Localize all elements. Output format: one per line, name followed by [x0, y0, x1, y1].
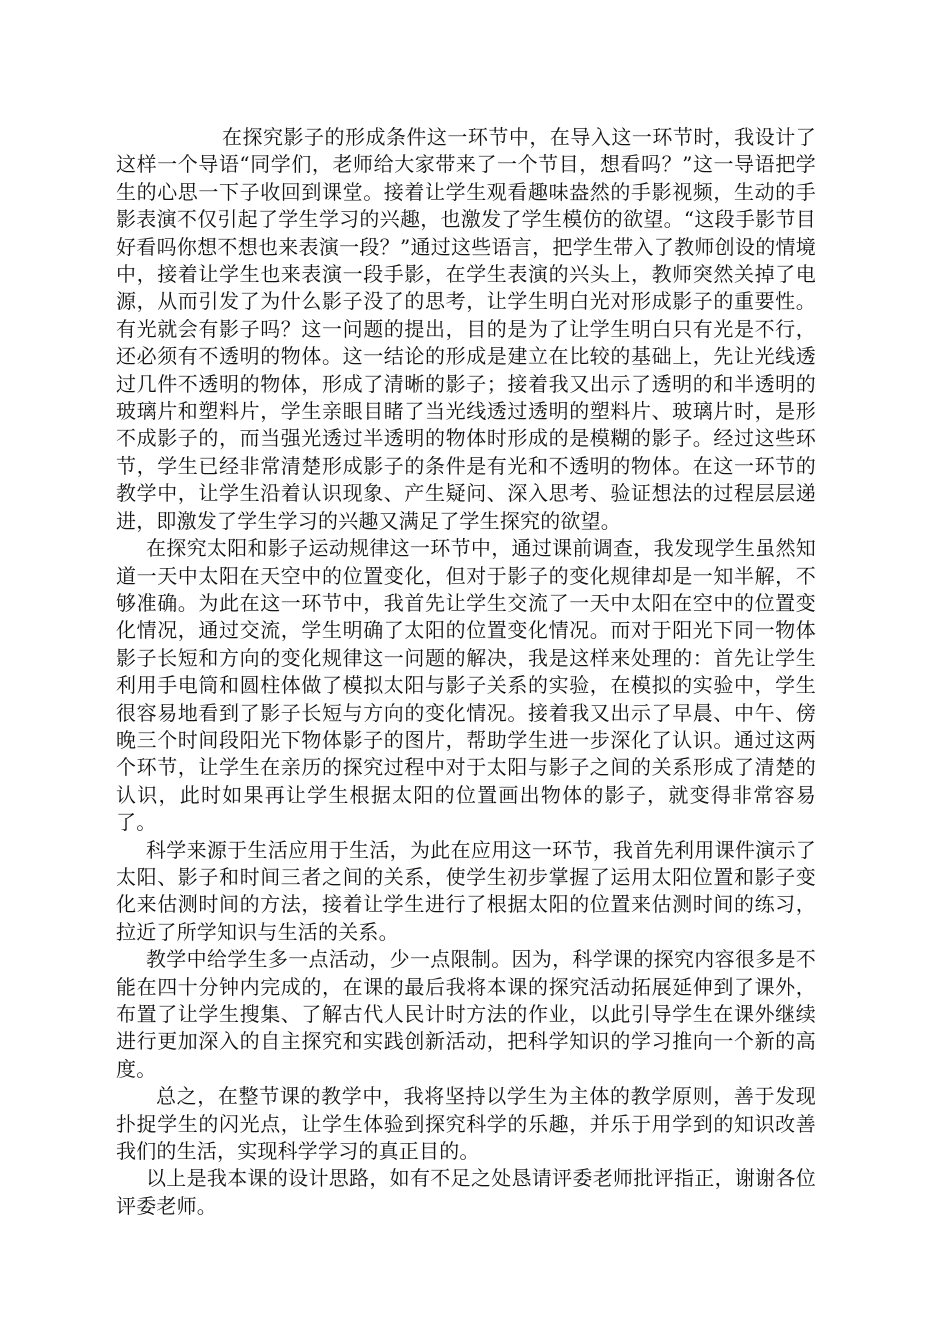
paragraph-application: 科学来源于生活应用于生活，为此在应用这一环节，我首先利用课件演示了太阳、影子和时间三者之间的关系，使学生初步掌握了运用太阳位置和影子变化来估测时间的方法，接着让学生进行了根据太阳的位置来估测时间的练习，拉近了所学知识与生活的关系。 — [116, 837, 816, 944]
paragraph-sun-and-shadow: 在探究太阳和影子运动规律这一环节中，通过课前调查，我发现学生虽然知道一天中太阳在天空中的位置变化，但对于影子的变化规律却是一知半解，不够准确。为此在这一环节中，我首先让学生交流了一天中太阳在空中的位置变化情况，通过交流，学生明确了太阳的位置变化情况。而对于阳光下同一物体影子长短和方向的变化规律这一问题的解决，我是这样来处理的：首先让学生利用手电筒和圆柱体做了模拟太阳与影子关系的实验，在模拟的实验中，学生很容易地看到了影子长短与方向的变化情况。接着我又出示了早晨、中午、傍晚三个时间段阳光下物体影子的图片，帮助学生进一步深化了认识。通过这两个环节，让学生在亲历的探究过程中对于太阳与影子之间的关系形成了清楚的认识，此时如果再让学生根据太阳的位置画出物体的影子，就变得非常容易了。 — [116, 536, 816, 835]
paragraph-shadow-formation: 在探究影子的形成条件这一环节中，在导入这一环节时，我设计了这样一个导语“同学们，老师给大家带来了一个节目，想看吗？”这一导语把学生的心思一下子收回到课堂。接着让学生观看趣味盎然的手影视频，生动的手影表演不仅引起了学生学习的兴趣，也激发了学生模仿的欲望。“这段手影节目好看吗你想不想也来表演一段？”通过这些语言，把学生带入了教师创设的情境中，接着让学生也来表演一段手影，在学生表演的兴头上，教师突然关掉了电源，从而引发了为什么影子没了的思考，让学生明白光对形成影子的重要性。有光就会有影子吗？这一问题的提出，目的是为了让学生明白只有光是不行，还必须有不透明的物体。这一结论的形成是建立在比较的基础上，先让光线透过几件不透明的物体，形成了清晰的影子；接着我又出示了透明的和半透明的玻璃片和塑料片，学生亲眼目睹了当光线透过透明的塑料片、玻璃片时，是形不成影子的，而当强光透过半透明的物体时形成的是模糊的影子。经过这些环节，学生已经非常清楚形成影子的条件是有光和不透明的物体。在这一环节的教学中，让学生沿着认识现象、产生疑问、深入思考、验证想法的过程层层递进，即激发了学生学习的兴趣又满足了学生探究的欲望。 — [116, 125, 816, 533]
paragraph-summary: 总之，在整节课的教学中，我将坚持以学生为主体的教学原则，善于发现扑捉学生的闪光点，让学生体验到探究科学的乐趣，并乐于用学到的知识改善我们的生活，实现科学学习的真正目的。 — [116, 1084, 816, 1164]
document-body — [116, 124, 816, 1220]
paragraph-extension: 教学中给学生多一点活动，少一点限制。因为，科学课的探究内容很多是不能在四十分钟内完成的，在课的最后我将本课的探究活动拓展延伸到了课外，布置了让学生搜集、了解古代人民计时方法的作业，以此引导学生在课外继续进行更加深入的自主探究和实践创新活动，把科学知识的学习推向一个新的高度。 — [116, 947, 816, 1081]
paragraph-closing: 以上是我本课的设计思路，如有不足之处恳请评委老师批评指正，谢谢各位评委老师。 — [116, 1166, 816, 1218]
